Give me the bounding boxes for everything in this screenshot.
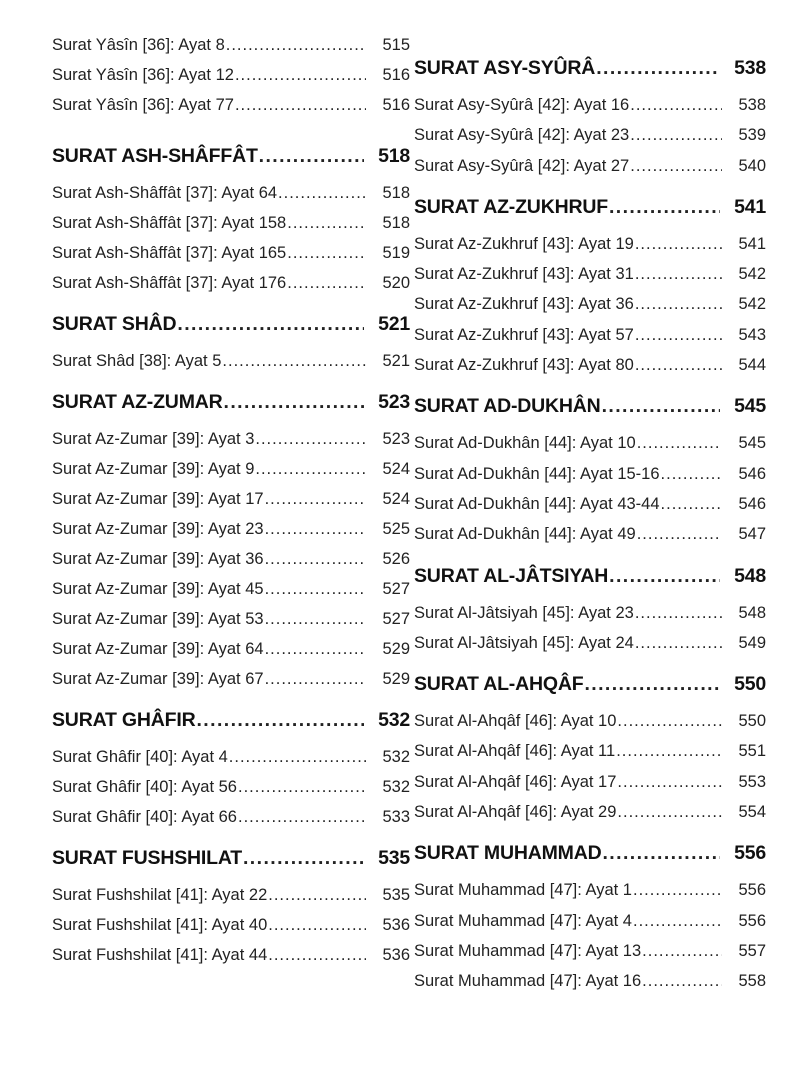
entry-label: Surat Ash-Shâffât [37]: Ayat 176 [52, 274, 287, 292]
entry-label: Surat Al-Jâtsiyah [45]: Ayat 23 [414, 603, 634, 622]
toc-entry [414, 428, 766, 458]
section-heading [414, 837, 766, 869]
entry-label: Surat Az-Zumar [39]: Ayat 3 [52, 430, 255, 448]
section-page-number: 532 [378, 709, 410, 731]
dot-leader [238, 802, 366, 832]
toc-entry [414, 320, 766, 350]
toc-entry [52, 484, 410, 514]
section-title: SURAT AZ-ZUMAR [52, 391, 223, 413]
entry-label: Surat Muhammad [47]: Ayat 1 [414, 881, 632, 900]
dot-leader [635, 259, 722, 289]
entry-page-number: 542 [738, 295, 766, 314]
dot-leader [287, 268, 366, 298]
dot-leader [235, 60, 366, 90]
toc-entry [414, 259, 766, 289]
toc-right-column [414, 52, 766, 1007]
entry-label: Surat Ad-Dukhân [44]: Ayat 10 [414, 434, 636, 453]
entry-page-number: 556 [738, 911, 766, 930]
entry-label: Surat Az-Zumar [39]: Ayat 53 [52, 610, 264, 628]
entry-page-number: 526 [382, 550, 410, 568]
entry-page-number: 535 [382, 886, 410, 904]
toc-entry [414, 151, 766, 181]
toc-entry [414, 598, 766, 628]
entry-label: Surat Az-Zumar [39]: Ayat 17 [52, 490, 264, 508]
entry-label: Surat Fushshilat [41]: Ayat 40 [52, 916, 268, 934]
section-title: SURAT MUHAMMAD [414, 842, 602, 865]
section-title: SURAT AD-DUKHÂN [414, 395, 601, 418]
entry-label: Surat Az-Zumar [39]: Ayat 23 [52, 520, 264, 538]
entry-label: Surat Asy-Syûrâ [42]: Ayat 27 [414, 156, 630, 175]
entry-label: Surat Yâsîn [36]: Ayat 8 [52, 36, 225, 54]
toc-entry [52, 772, 410, 802]
toc-entry [52, 178, 410, 208]
dot-leader [268, 910, 366, 940]
dot-leader [235, 90, 366, 120]
toc-entry [414, 120, 766, 150]
entry-label: Surat Al-Ahqâf [46]: Ayat 29 [414, 803, 617, 822]
entry-page-number: 523 [382, 430, 410, 448]
toc-section [414, 390, 766, 549]
entry-label: Surat Ash-Shâffât [37]: Ayat 165 [52, 244, 287, 262]
dot-leader [268, 880, 366, 910]
entry-page-number: 543 [738, 325, 766, 344]
dot-leader [265, 604, 366, 634]
entry-page-number: 515 [382, 36, 410, 54]
dot-leader [177, 308, 364, 340]
entry-page-number: 536 [382, 946, 410, 964]
toc-entry [52, 208, 410, 238]
toc-entry [52, 802, 410, 832]
toc-left-column [52, 30, 410, 980]
section-page-number: 556 [734, 842, 766, 865]
entry-page-number: 542 [738, 265, 766, 284]
dot-leader [265, 574, 366, 604]
entry-page-number: 529 [382, 670, 410, 688]
entry-label: Surat Fushshilat [41]: Ayat 22 [52, 886, 268, 904]
toc-entry [414, 736, 766, 766]
section-title: SURAT AL-AHQÂF [414, 673, 584, 696]
toc-entry [52, 454, 410, 484]
dot-leader [635, 598, 722, 628]
entry-label: Surat Muhammad [47]: Ayat 16 [414, 972, 642, 991]
entry-page-number: 525 [382, 520, 410, 538]
entry-label: Surat Muhammad [47]: Ayat 13 [414, 941, 642, 960]
entry-page-number: 548 [738, 603, 766, 622]
section-title: SURAT ASY-SYÛRÂ [414, 57, 596, 79]
toc-entry [414, 875, 766, 905]
toc-entry [414, 519, 766, 549]
entry-page-number: 550 [738, 712, 766, 731]
toc-entry [52, 940, 410, 970]
dot-leader [602, 837, 720, 869]
dot-leader [609, 191, 720, 223]
entry-page-number: 524 [382, 490, 410, 508]
toc-entry [52, 604, 410, 634]
dot-leader [635, 628, 722, 658]
entry-label: Surat Ghâfir [40]: Ayat 4 [52, 748, 228, 766]
dot-leader [584, 668, 720, 700]
entry-label: Surat Asy-Syûrâ [42]: Ayat 16 [414, 96, 630, 114]
toc-section [52, 308, 410, 376]
entry-page-number: 551 [738, 742, 766, 761]
toc-section [414, 560, 766, 659]
toc-section [52, 842, 410, 970]
dot-leader [224, 386, 364, 418]
entry-label: Surat Yâsîn [36]: Ayat 77 [52, 96, 234, 114]
toc-section [52, 386, 410, 694]
dot-leader [633, 906, 722, 936]
toc-entry [52, 634, 410, 664]
entry-page-number: 546 [738, 464, 766, 483]
entry-page-number: 520 [382, 274, 410, 292]
toc-entry [414, 289, 766, 319]
dot-leader [596, 52, 720, 84]
dot-leader [265, 544, 366, 574]
dot-leader [265, 664, 366, 694]
dot-leader [630, 90, 722, 120]
entry-label: Surat Az-Zukhruf [43]: Ayat 19 [414, 234, 634, 253]
toc-entry [414, 936, 766, 966]
toc-entry [52, 346, 410, 376]
dot-leader [602, 390, 720, 422]
dot-leader [265, 484, 366, 514]
entry-label: Surat Al-Jâtsiyah [45]: Ayat 24 [414, 633, 634, 652]
dot-leader [265, 634, 366, 664]
entry-page-number: 553 [738, 772, 766, 791]
entry-page-number: 532 [382, 748, 410, 766]
section-title: SURAT AL-JÂTSIYAH [414, 564, 609, 587]
dot-leader [255, 424, 366, 454]
dot-leader [617, 767, 722, 797]
entry-page-number: 539 [738, 126, 766, 145]
toc-section [52, 140, 410, 298]
dot-leader [635, 320, 722, 350]
entry-page-number: 545 [738, 434, 766, 453]
entry-page-number: 516 [382, 66, 410, 84]
toc-entry [414, 706, 766, 736]
entry-page-number: 558 [738, 972, 766, 991]
entry-page-number: 518 [382, 214, 410, 232]
toc-entry [52, 238, 410, 268]
toc-entry [52, 90, 410, 120]
section-title: SURAT GHÂFIR [52, 709, 196, 731]
entry-label: Surat Ad-Dukhân [44]: Ayat 15-16 [414, 464, 660, 483]
toc-entry [414, 906, 766, 936]
section-page-number: 541 [734, 195, 766, 218]
toc-section [52, 30, 410, 120]
dot-leader [661, 459, 722, 489]
entry-page-number: 529 [382, 640, 410, 658]
toc-entry [52, 268, 410, 298]
dot-leader [265, 514, 366, 544]
entry-page-number: 541 [738, 234, 766, 253]
section-title: SURAT SHÂD [52, 313, 177, 335]
dot-leader [609, 560, 720, 592]
entry-label: Surat Al-Ahqâf [46]: Ayat 11 [414, 742, 616, 761]
toc-entry [52, 544, 410, 574]
dot-leader [255, 454, 366, 484]
dot-leader [226, 30, 366, 60]
entry-page-number: 518 [382, 184, 410, 202]
section-page-number: 523 [378, 391, 410, 413]
toc-entry [52, 60, 410, 90]
section-heading [414, 560, 766, 592]
entry-page-number: 521 [382, 352, 410, 370]
dot-leader [229, 742, 366, 772]
toc-entry [52, 910, 410, 940]
toc-entry [414, 489, 766, 519]
entry-page-number: 540 [738, 156, 766, 175]
toc-entry [414, 966, 766, 996]
section-heading [414, 668, 766, 700]
dot-leader [637, 519, 722, 549]
entry-page-number: 527 [382, 610, 410, 628]
entry-label: Surat Az-Zumar [39]: Ayat 9 [52, 460, 255, 478]
dot-leader [287, 238, 366, 268]
section-title: SURAT ASH-SHÂFFÂT [52, 145, 258, 167]
section-page-number: 535 [378, 847, 410, 869]
toc-section [52, 704, 410, 832]
dot-leader [243, 842, 364, 874]
toc-entry [414, 459, 766, 489]
entry-label: Surat Ash-Shâffât [37]: Ayat 64 [52, 184, 278, 202]
dot-leader [642, 966, 722, 996]
entry-page-number: 547 [738, 525, 766, 544]
section-heading [414, 191, 766, 223]
entry-label: Surat Az-Zukhruf [43]: Ayat 80 [414, 356, 634, 375]
toc-entry [52, 880, 410, 910]
entry-page-number: 549 [738, 633, 766, 652]
toc-entry [52, 424, 410, 454]
toc-entry [414, 350, 766, 380]
toc-section [414, 668, 766, 827]
toc-entry [52, 30, 410, 60]
dot-leader [635, 350, 722, 380]
entry-page-number: 532 [382, 778, 410, 796]
dot-leader [222, 346, 366, 376]
section-heading [52, 140, 410, 172]
entry-label: Surat Muhammad [47]: Ayat 4 [414, 911, 632, 930]
toc-entry [52, 664, 410, 694]
section-page-number: 548 [734, 564, 766, 587]
section-heading [52, 842, 410, 874]
dot-leader [287, 208, 366, 238]
toc-entry [414, 90, 766, 120]
entry-page-number: 538 [738, 96, 766, 114]
dot-leader [637, 428, 722, 458]
entry-label: Surat Ghâfir [40]: Ayat 56 [52, 778, 237, 796]
entry-page-number: 516 [382, 96, 410, 114]
section-page-number: 518 [378, 145, 410, 167]
section-heading [414, 390, 766, 422]
dot-leader [617, 706, 722, 736]
section-page-number: 538 [734, 57, 766, 79]
dot-leader [635, 229, 722, 259]
section-page-number: 545 [734, 395, 766, 418]
dot-leader [661, 489, 722, 519]
toc-section [414, 837, 766, 996]
dot-leader [238, 772, 366, 802]
toc-section [414, 191, 766, 380]
dot-leader [278, 178, 366, 208]
entry-page-number: 546 [738, 494, 766, 513]
dot-leader [642, 936, 722, 966]
entry-page-number: 557 [738, 941, 766, 960]
dot-leader [630, 151, 722, 181]
section-title: SURAT AZ-ZUKHRUF [414, 195, 608, 218]
entry-label: Surat Az-Zukhruf [43]: Ayat 57 [414, 325, 634, 344]
entry-label: Surat Shâd [38]: Ayat 5 [52, 352, 222, 370]
toc-entry [52, 514, 410, 544]
entry-label: Surat Az-Zumar [39]: Ayat 67 [52, 670, 264, 688]
section-page-number: 521 [378, 313, 410, 335]
entry-label: Surat Al-Ahqâf [46]: Ayat 10 [414, 712, 617, 731]
dot-leader [633, 875, 722, 905]
dot-leader [616, 736, 722, 766]
entry-label: Surat Yâsîn [36]: Ayat 12 [52, 66, 234, 84]
entry-page-number: 556 [738, 881, 766, 900]
entry-label: Surat Az-Zukhruf [43]: Ayat 36 [414, 295, 634, 314]
entry-page-number: 533 [382, 808, 410, 826]
entry-label: Surat Ghâfir [40]: Ayat 66 [52, 808, 237, 826]
toc-entry [414, 229, 766, 259]
entry-page-number: 544 [738, 356, 766, 375]
section-page-number: 550 [734, 673, 766, 696]
dot-leader [259, 140, 364, 172]
toc-entry [414, 767, 766, 797]
entry-page-number: 536 [382, 916, 410, 934]
entry-label: Surat Az-Zukhruf [43]: Ayat 31 [414, 265, 634, 284]
entry-label: Surat Asy-Syûrâ [42]: Ayat 23 [414, 126, 630, 145]
entry-label: Surat Az-Zumar [39]: Ayat 36 [52, 550, 264, 568]
section-heading [52, 386, 410, 418]
entry-label: Surat Ad-Dukhân [44]: Ayat 49 [414, 525, 636, 544]
entry-label: Surat Al-Ahqâf [46]: Ayat 17 [414, 772, 617, 791]
dot-leader [617, 797, 722, 827]
toc-entry [414, 628, 766, 658]
entry-label: Surat Ash-Shâffât [37]: Ayat 158 [52, 214, 287, 232]
entry-page-number: 527 [382, 580, 410, 598]
dot-leader [635, 289, 722, 319]
toc-entry [52, 574, 410, 604]
section-heading [52, 308, 410, 340]
dot-leader [268, 940, 366, 970]
entry-label: Surat Az-Zumar [39]: Ayat 64 [52, 640, 264, 658]
dot-leader [630, 120, 722, 150]
toc-entry [52, 742, 410, 772]
entry-page-number: 519 [382, 244, 410, 262]
section-heading [52, 704, 410, 736]
toc-section [414, 52, 766, 181]
entry-page-number: 554 [738, 803, 766, 822]
entry-label: Surat Az-Zumar [39]: Ayat 45 [52, 580, 264, 598]
toc-entry [414, 797, 766, 827]
entry-label: Surat Fushshilat [41]: Ayat 44 [52, 946, 268, 964]
section-title: SURAT FUSHSHILAT [52, 847, 242, 869]
section-heading [414, 52, 766, 84]
entry-label: Surat Ad-Dukhân [44]: Ayat 43-44 [414, 494, 660, 513]
entry-page-number: 524 [382, 460, 410, 478]
dot-leader [196, 704, 364, 736]
